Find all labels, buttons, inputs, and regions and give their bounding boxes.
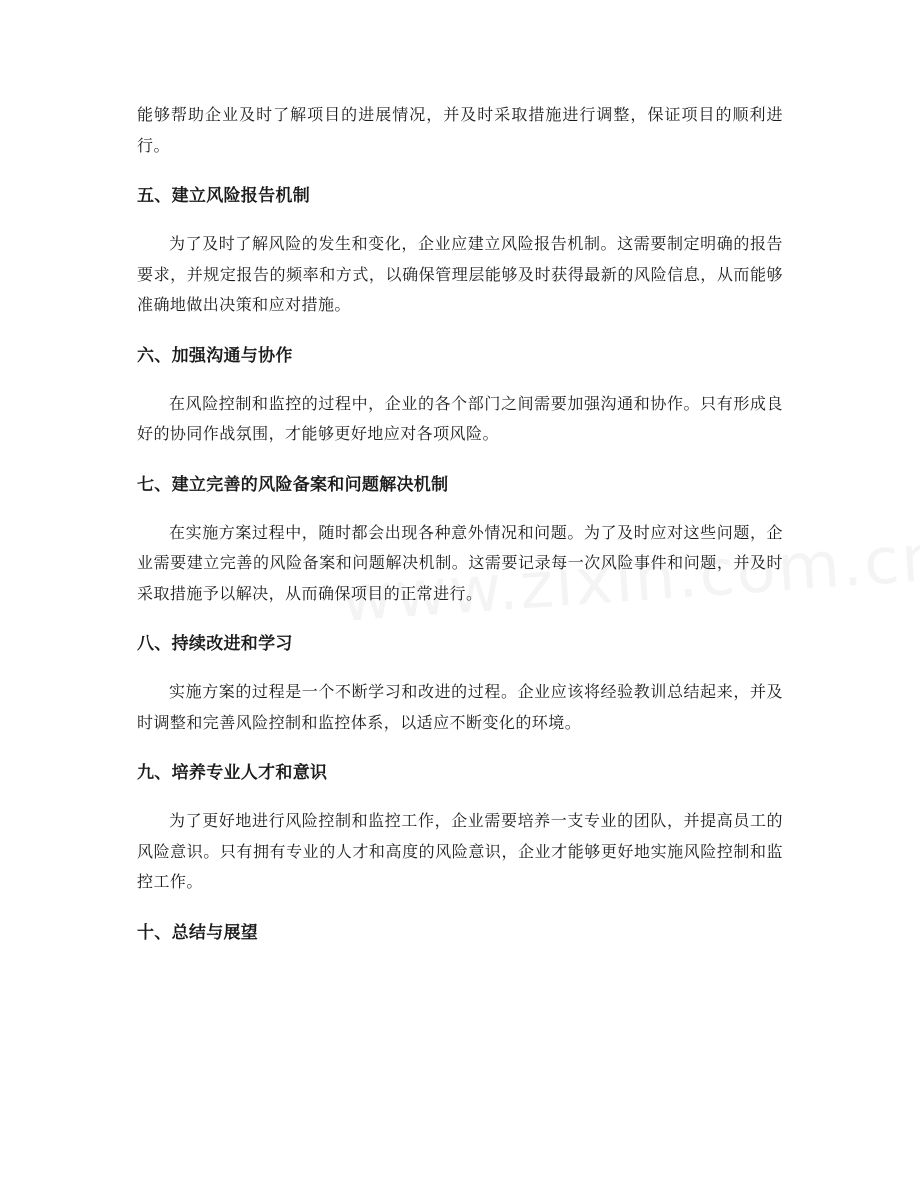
section-body-7: 在实施方案过程中，随时都会出现各种意外情况和问题。为了及时应对这些问题，企业需要建立完善的风险备案和问题解决机制。这需要记录每一次风险事件和问题，并及时采取措施予以解决，从而确保项目的正常进行。 bbox=[137, 522, 783, 603]
section-heading-5: 五、建立风险报告机制 bbox=[137, 186, 310, 206]
section-body-8: 实施方案的过程是一个不断学习和改进的过程。企业应该将经验教训总结起来，并及时调整和完善风险控制和监控体系，以适应不断变化的环境。 bbox=[137, 682, 783, 732]
section-body-6: 在风险控制和监控的过程中，企业的各个部门之间需要加强沟通和协作。只有形成良好的协同作战氛围，才能够更好地应对各项风险。 bbox=[137, 393, 783, 443]
section-heading-8: 八、持续改进和学习 bbox=[137, 634, 293, 654]
section-body-9: 为了更好地进行风险控制和监控工作，企业需要培养一支专业的团队，并提高员工的风险意识。只有拥有专业的人才和高度的风险意识，企业才能够更好地实施风险控制和监控工作。 bbox=[137, 811, 783, 891]
section-body-5: 为了及时了解风险的发生和变化，企业应建立风险报告机制。这需要制定明确的报告要求，并规定报告的频率和方式，以确保管理层能够及时获得最新的风险信息，从而能够准确地做出决策和应对措施。 bbox=[137, 234, 783, 314]
intro-paragraph: 能够帮助企业及时了解项目的进展情况，并及时采取措施进行调整，保证项目的顺利进行。 bbox=[137, 105, 783, 155]
section-heading-7: 七、建立完善的风险备案和问题解决机制 bbox=[137, 474, 449, 495]
section-heading-10: 十、总结与展望 bbox=[137, 922, 259, 943]
section-heading-9: 九、培养专业人才和意识 bbox=[137, 763, 328, 783]
section-heading-6: 六、加强沟通与协作 bbox=[137, 345, 293, 366]
